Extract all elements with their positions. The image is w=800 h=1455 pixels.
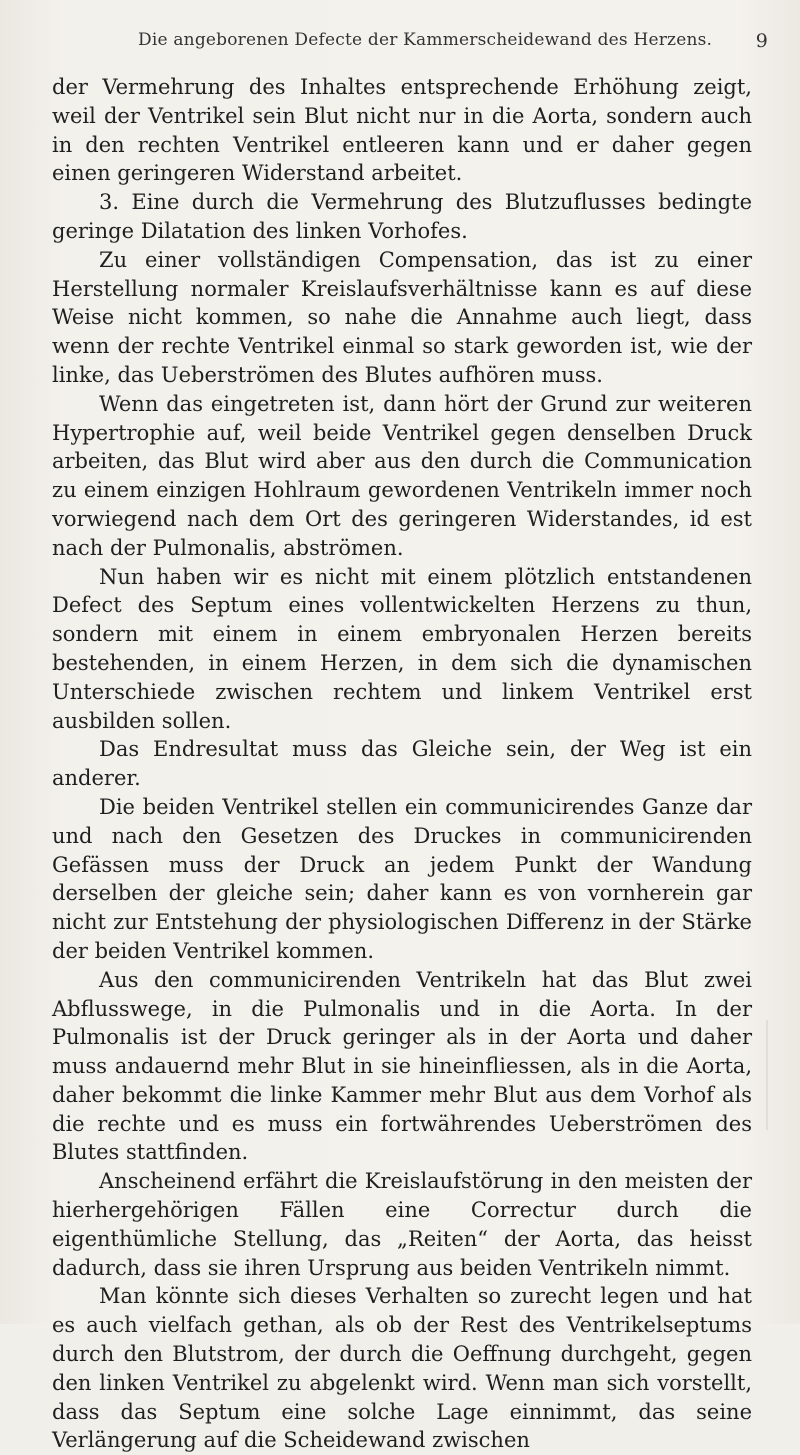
page-header (138, 30, 768, 54)
paragraph: 3. Eine durch die Vermehrung des Blutzuflusses bedingte geringe Dilatation des linken Vorhofes. (52, 190, 752, 243)
paragraph: Das Endresultat muss das Gleiche sein, der Weg ist ein anderer. (52, 737, 752, 791)
paragraph: Anscheinend erfährt die Kreislaufstörung in den meisten der hierhergehörigen Fällen eine Correctur durch die eigenthümliche Stellung, das „Reiten“ der Aorta, das heisst dadurch, dass sie ihren Ursprung aus beiden Ventrikeln nimmt. (52, 1169, 752, 1280)
page-number: 9 (755, 30, 768, 52)
paragraph: Wenn das eingetreten ist, dann hört der Grund zur weiteren Hypertrophie auf, weil beide Ventrikel gegen denselben Druck arbeiten, das Blut wird aber aus den durch die Communication zu einem einzigen Hohlraum gewordenen Ventrikeln immer noch vorwiegend nach dem Ort des geringeren Widerstandes, id est nach der Pulmonalis, abströmen. (52, 391, 752, 560)
paragraph: Man könnte sich dieses Verhalten so zurecht legen und hat es auch vielfach gethan, als ob der Rest des Ventrikelseptums durch den Blutstrom, der durch die Oeffnung durchgeht, gegen den linken Ventrikel zu abgelenkt wird. Wenn man sich vorstellt, dass das Septum eine solche Lage einnimmt, das seine Verlängerung auf die Scheidewand zwischen (52, 1284, 752, 1453)
paragraph: der Vermehrung des Inhaltes entsprechende Erhöhung zeigt, weil der Ventrikel sein Blut nicht nur in die Aorta, sondern auch in den rechten Ventrikel entleeren kann und er daher gegen einen geringeren Widerstand arbeitet. (52, 75, 752, 186)
paragraph: Nun haben wir es nicht mit einem plötzlich entstandenen Defect des Septum eines vollentwickelten Herzens zu thun, sondern mit einem in einem embryonalen Herzen bereits bestehenden, in einem Herzen, in dem sich die dynamischen Unterschiede zwischen rechtem und linkem Ventrikel erst ausbilden sollen. (52, 564, 752, 733)
paragraph: Die beiden Ventrikel stellen ein communicirendes Ganze dar und nach den Gesetzen des Druckes in communicirenden Gefässen muss der Druck an jedem Punkt der Wandung derselben der gleiche sein; daher kann es von vornherein gar nicht zur Entstehung der physiologischen Differenz in der Stärke der beiden Ventrikel kommen. (52, 794, 752, 963)
paragraph: Zu einer vollständigen Compensation, das ist zu einer Herstellung normaler Kreislaufsverhältnisse kann es auf diese Weise nicht kommen, so nahe die Annahme auch liegt, dass wenn der rechte Ventrikel einmal so stark geworden ist, wie der linke, das Ueberströmen des Blutes aufhören muss. (52, 247, 752, 387)
page-edge-shadow (766, 1020, 768, 1130)
paragraph: Aus den communicirenden Ventrikeln hat das Blut zwei Abflusswege, in die Pulmonalis und in die Aorta. In der Pulmonalis ist der Druck geringer als in der Aorta und daher muss andauernd mehr Blut in sie hineinfliessen, als in die Aorta, daher bekommt die linke Kammer mehr Blut aus dem Vorhof als die rechte und es muss ein fortwährendes Ueberströmen des Blutes stattfinden. (52, 967, 752, 1165)
body-text (52, 73, 752, 1455)
running-title: Die angeborenen Defecte der Kammerscheidewand des Herzens. (138, 30, 713, 50)
